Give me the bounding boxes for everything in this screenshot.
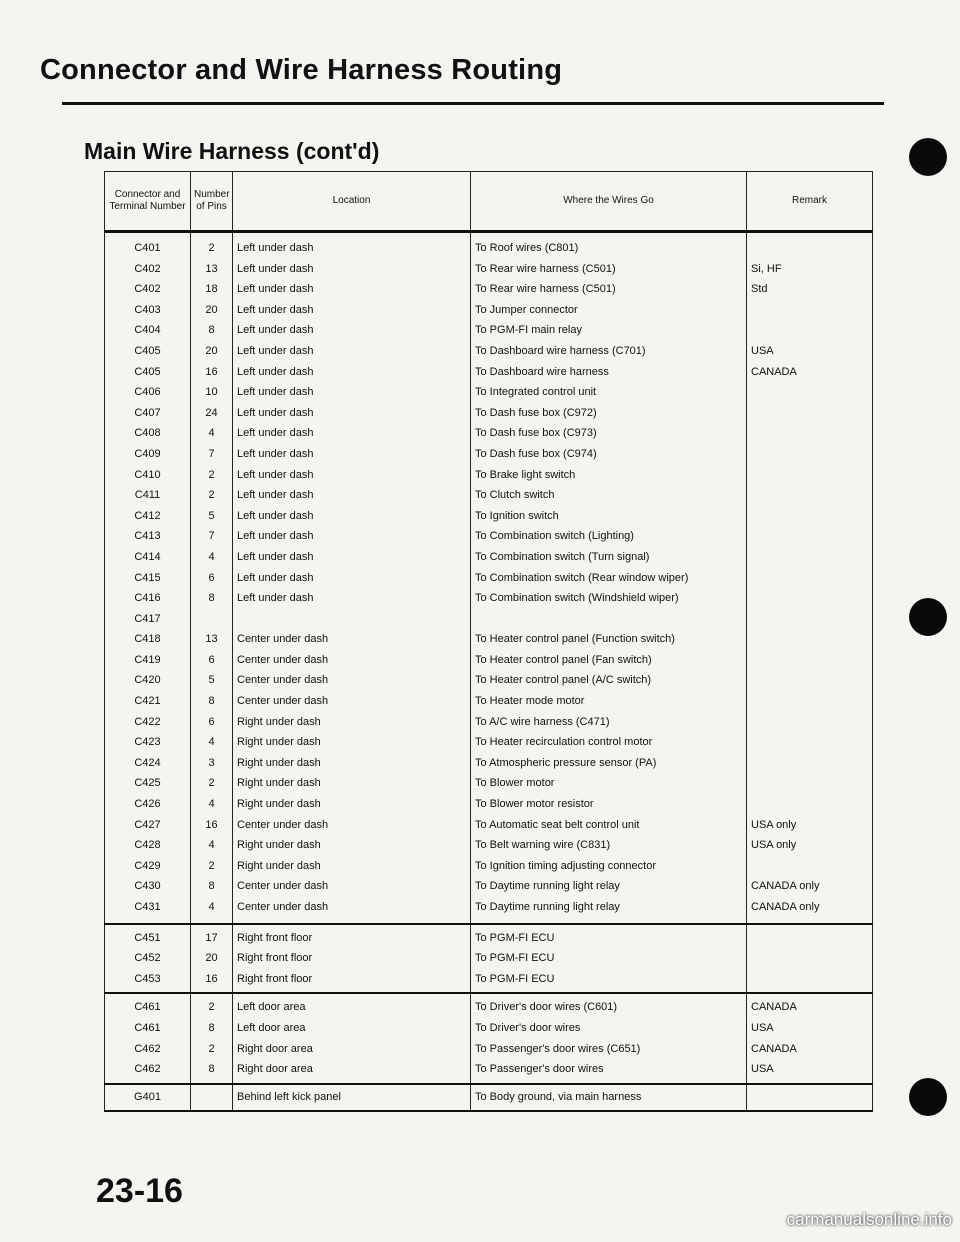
connector-cell: C420 [134,674,161,687]
location-cell: Left door area [237,1001,306,1014]
location-cell: Left under dash [237,571,314,584]
table-row [105,993,873,1083]
pins-cell-column [191,993,233,1083]
connector-cell: C411 [134,489,161,502]
remark-cell [751,794,868,815]
remark-cell: CANADA [751,1042,797,1055]
where-cell: To Automatic seat belt control unit [475,818,640,831]
location-cell: Left under dash [237,447,314,460]
pins-cell: 4 [208,427,215,440]
margin-dot [909,1078,947,1116]
where-cell-column [471,1084,747,1112]
where-cell: To Combination switch (Lighting) [475,530,634,543]
remark-cell [751,856,868,877]
connector-cell: C407 [134,406,161,419]
where-cell: To Integrated control unit [475,386,597,399]
where-cell: To Blower motor resistor [475,798,594,811]
pins-cell: 4 [208,839,215,852]
location-cell-column [233,993,471,1083]
pins-cell: 10 [205,386,218,399]
location-cell-column [233,1084,471,1112]
pins-cell: 2 [208,1001,215,1014]
remark-cell: USA [751,344,774,357]
location-cell: Center under dash [237,653,329,666]
connector-cell: C418 [134,633,161,646]
pins-cell [195,609,228,630]
connector-cell: C412 [134,509,161,522]
connector-cell: C462 [134,1063,161,1076]
header-location: Location [233,172,471,232]
where-cell: To A/C wire harness (C471) [475,715,610,728]
remark-cell [751,547,868,568]
header-connector: Connector and Terminal Number [105,172,191,232]
remark-cell: USA [751,1063,774,1076]
pins-cell: 20 [205,344,218,357]
remark-cell [751,423,868,444]
connector-cell: C462 [134,1042,161,1055]
pins-cell: 4 [208,736,215,749]
connector-cell: C461 [134,1001,161,1014]
where-cell: To Rear wire harness (C501) [475,283,616,296]
pins-cell: 20 [205,952,218,965]
connector-cell: C424 [134,756,161,769]
connector-cell: C426 [134,798,161,811]
location-cell: Right front floor [237,931,313,944]
remark-cell [751,712,868,733]
connector-cell: C417 [134,612,161,625]
connector-cell-column [105,1084,191,1112]
where-cell: To Rear wire harness (C501) [475,262,616,275]
remark-cell: USA [751,1021,774,1034]
pins-cell: 16 [205,818,218,831]
remark-cell-column [747,924,873,994]
where-cell: To Heater recirculation control motor [475,736,653,749]
location-cell: Left under dash [237,324,314,337]
location-cell: Left under dash [237,530,314,543]
where-cell: To Clutch switch [475,489,555,502]
where-cell: To Dashboard wire harness [475,365,609,378]
where-cell: To Atmospheric pressure sensor (PA) [475,756,657,769]
connector-cell-column [105,232,191,924]
where-cell: To PGM-FI main relay [475,324,582,337]
pins-cell: 8 [208,1063,215,1076]
location-cell: Left door area [237,1021,306,1034]
page-number: 23-16 [96,1172,183,1210]
pins-cell: 2 [208,1042,215,1055]
connector-cell: C414 [134,550,161,563]
remark-cell-column [747,232,873,924]
pins-cell: 16 [205,365,218,378]
pins-cell [195,1087,228,1108]
header-remark: Remark [747,172,873,232]
where-cell: To Heater mode motor [475,695,585,708]
location-cell: Left under dash [237,303,314,316]
where-cell: To Combination switch (Turn signal) [475,550,650,563]
location-cell: Right front floor [237,952,313,965]
pins-cell-column [191,232,233,924]
margin-dot [909,138,947,176]
remark-cell [751,300,868,321]
remark-cell [751,732,868,753]
remark-cell [751,969,868,990]
remark-cell [751,670,868,691]
location-cell: Right under dash [237,798,321,811]
location-cell: Left under dash [237,489,314,502]
connector-cell: C402 [134,262,161,275]
location-cell: Left under dash [237,262,314,275]
location-cell-column [233,924,471,994]
location-cell: Right under dash [237,756,321,769]
page-title: Connector and Wire Harness Routing [40,54,563,86]
remark-cell [751,382,868,403]
location-cell: Left under dash [237,427,314,440]
location-cell: Left under dash [237,550,314,563]
pins-cell: 13 [205,633,218,646]
where-cell: To Daytime running light relay [475,880,620,893]
header-where: Where the Wires Go [471,172,747,232]
where-cell: To Combination switch (Windshield wiper) [475,592,679,605]
location-cell: Center under dash [237,695,329,708]
connector-cell: C405 [134,365,161,378]
where-cell: To Brake light switch [475,468,576,481]
location-cell: Left under dash [237,365,314,378]
where-cell: To Jumper connector [475,303,578,316]
location-cell: Right under dash [237,736,321,749]
remark-cell [751,526,868,547]
table-header-row [105,172,873,232]
where-cell: To Dashboard wire harness (C701) [475,344,646,357]
location-cell: Left under dash [237,344,314,357]
remark-cell [751,568,868,589]
location-cell: Right under dash [237,839,321,852]
location-cell: Center under dash [237,674,329,687]
pins-cell: 17 [205,931,218,944]
where-cell: To Heater control panel (Fan switch) [475,653,652,666]
margin-dot [909,598,947,636]
location-cell: Right door area [237,1063,313,1076]
connector-cell: C406 [134,386,161,399]
pins-cell: 6 [208,715,215,728]
pins-cell: 4 [208,798,215,811]
where-cell: To Roof wires (C801) [475,242,579,254]
header-pins: Number of Pins [191,172,233,232]
section-subtitle: Main Wire Harness (cont'd) [84,138,380,164]
pins-cell: 5 [208,509,215,522]
location-cell [237,609,466,630]
connector-cell: C410 [134,468,161,481]
location-cell: Left under dash [237,406,314,419]
connector-cell: C461 [134,1021,161,1034]
where-cell: To Daytime running light relay [475,901,620,913]
where-cell: To Heater control panel (A/C switch) [475,674,652,687]
remark-cell [751,320,868,341]
table-row [105,232,873,924]
location-cell: Center under dash [237,633,329,646]
pins-cell: 4 [208,550,215,563]
remark-cell: Si, HF [751,262,782,275]
pins-cell: 13 [205,262,218,275]
location-cell-column [233,232,471,924]
remark-cell-column [747,993,873,1083]
location-cell: Left under dash [237,283,314,296]
remark-cell [751,465,868,486]
pins-cell: 8 [208,880,215,893]
remark-cell [751,485,868,506]
pins-cell: 6 [208,653,215,666]
connector-cell: C402 [134,283,161,296]
remark-cell: Std [751,283,768,296]
remark-cell [751,629,868,650]
remark-cell [751,948,868,969]
remark-cell [751,928,868,949]
where-cell: To Dash fuse box (C974) [475,447,597,460]
pins-cell: 7 [208,447,215,460]
pins-cell-column [191,924,233,994]
connector-cell-column [105,924,191,994]
where-cell: To Blower motor [475,777,555,790]
table-row [105,924,873,994]
remark-cell [751,650,868,671]
pins-cell: 2 [208,468,215,481]
pins-cell: 20 [205,303,218,316]
connector-cell: C419 [134,653,161,666]
pins-cell: 6 [208,571,215,584]
location-cell: Right door area [237,1042,313,1055]
pins-cell: 2 [208,777,215,790]
pins-cell-column [191,1084,233,1112]
location-cell: Right front floor [237,972,313,985]
connector-cell: C403 [134,303,161,316]
where-cell: To Driver's door wires [475,1021,581,1034]
where-cell: To Ignition switch [475,509,559,522]
where-cell: To Dash fuse box (C972) [475,406,597,419]
remark-cell: CANADA [751,365,797,378]
where-cell: To PGM-FI ECU [475,972,555,985]
location-cell: Left under dash [237,468,314,481]
where-cell-column [471,232,747,924]
remark-cell [751,691,868,712]
where-cell-column [471,924,747,994]
remark-cell [751,444,868,465]
location-cell: Center under dash [237,901,329,913]
where-cell: To Body ground, via main harness [475,1090,642,1103]
remark-cell [751,1087,868,1108]
connector-cell: C451 [134,931,161,944]
connector-cell: C416 [134,592,161,605]
remark-cell [751,506,868,527]
connector-cell: C405 [134,344,161,357]
connector-cell: C431 [134,901,161,913]
watermark: carmanualsonline.info [786,1210,952,1229]
where-cell: To Passenger's door wires (C651) [475,1042,641,1055]
where-cell: To PGM-FI ECU [475,931,555,944]
connector-cell: C422 [134,715,161,728]
location-cell: Left under dash [237,386,314,399]
connector-cell: C427 [134,818,161,831]
location-cell: Left under dash [237,242,314,254]
remark-cell: CANADA only [751,901,820,913]
where-cell: To Heater control panel (Function switch) [475,633,675,646]
table-group [105,232,873,924]
pins-cell: 24 [205,406,218,419]
where-cell [475,609,742,630]
remark-cell: USA only [751,839,797,852]
remark-cell [751,238,868,259]
connector-cell: C425 [134,777,161,790]
table-group [105,1084,873,1112]
pins-cell: 7 [208,530,215,543]
remark-cell [751,773,868,794]
where-cell: To Dash fuse box (C973) [475,427,597,440]
location-cell: Center under dash [237,880,329,893]
where-cell: To Belt warning wire (C831) [475,839,611,852]
where-cell-column [471,993,747,1083]
pins-cell: 5 [208,674,215,687]
table-row [105,1084,873,1112]
location-cell: Behind left kick panel [237,1090,341,1103]
table-group [105,993,873,1083]
location-cell: Right under dash [237,777,321,790]
connector-cell: C421 [134,695,161,708]
remark-cell [751,403,868,424]
pins-cell: 8 [208,592,215,605]
pins-cell: 2 [208,489,215,502]
where-cell: To Combination switch (Rear window wiper) [475,571,689,584]
title-rule [62,102,884,105]
remark-cell: CANADA [751,1001,797,1014]
connector-cell: C413 [134,530,161,543]
remark-cell-column [747,1084,873,1112]
location-cell: Left under dash [237,509,314,522]
harness-table [104,171,873,1112]
remark-cell: CANADA only [751,880,820,893]
connector-cell: C408 [134,427,161,440]
connector-cell: C453 [134,972,161,985]
connector-cell: C423 [134,736,161,749]
connector-cell: C429 [134,859,161,872]
pins-cell: 8 [208,1021,215,1034]
location-cell: Right under dash [237,715,321,728]
pins-cell: 8 [208,695,215,708]
where-cell: To Passenger's door wires [475,1063,604,1076]
pins-cell: 4 [208,901,215,913]
table-group [105,924,873,994]
location-cell: Left under dash [237,592,314,605]
pins-cell: 2 [208,242,215,254]
connector-cell: C404 [134,324,161,337]
pins-cell: 2 [208,859,215,872]
where-cell: To Driver's door wires (C601) [475,1001,618,1014]
location-cell: Center under dash [237,818,329,831]
connector-cell: C415 [134,571,161,584]
pins-cell: 16 [205,972,218,985]
remark-cell: USA only [751,818,797,831]
pins-cell: 3 [208,756,215,769]
where-cell: To PGM-FI ECU [475,952,555,965]
remark-cell [751,609,868,630]
remark-cell [751,753,868,774]
connector-cell: C430 [134,880,161,893]
where-cell: To Ignition timing adjusting connector [475,859,656,872]
connector-cell: C428 [134,839,161,852]
pins-cell: 8 [208,324,215,337]
connector-cell: C409 [134,447,161,460]
connector-cell: C452 [134,952,161,965]
connector-cell-column [105,993,191,1083]
pins-cell: 18 [205,283,218,296]
remark-cell [751,588,868,609]
connector-cell: G401 [134,1090,161,1103]
connector-cell: C401 [134,242,161,254]
location-cell: Right under dash [237,859,321,872]
